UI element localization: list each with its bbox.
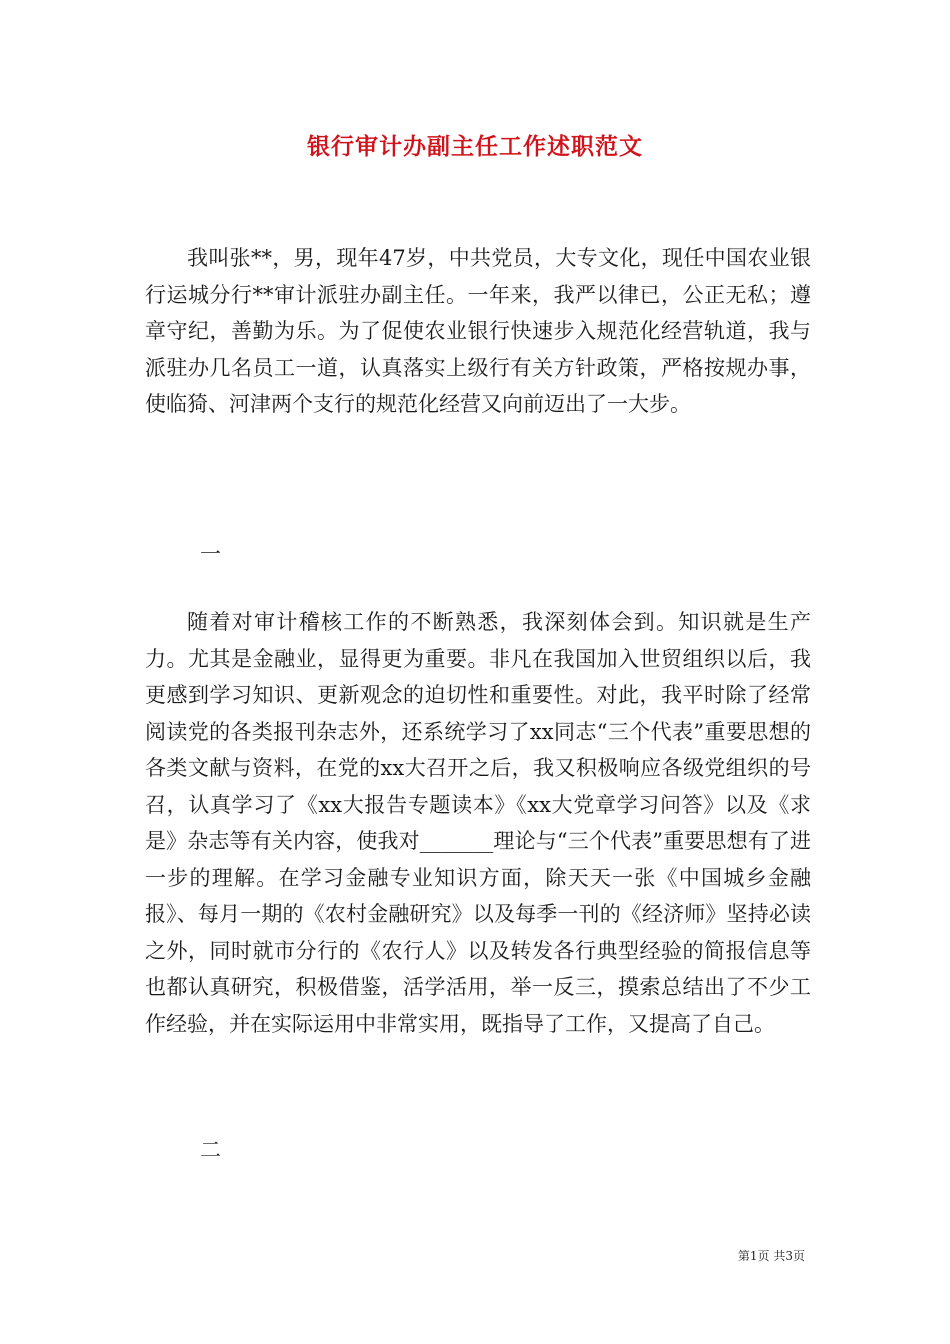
page-number: 第1页 共3页 [737, 1249, 805, 1263]
intro-paragraph: 我叫张**，男，现年47岁，中共党员，大专文化，现任中国农业银行运城分行**审计派驻办副主任。一年来，我严以律已，公正无私；遵章守纪，善勤为乐。为了促使农业银行快速步入规范化经营轨道，我与派驻办几名员工一道，认真落实上级行有关方针政策，严格按规办事，使临猗、河津两个支行的规范化经营又向前迈出了一大步。 [145, 246, 811, 416]
section-heading-one: 一 [200, 542, 221, 566]
section-one-paragraph: 随着对审计稽核工作的不断熟悉，我深刻体会到。知识就是生产力。尤其是金融业，显得更为重要。非凡在我国加入世贸组织以后，我更感到学习知识、更新观念的迫切性和重要性。对此，我平时除了经常阅读党的各类报刊杂志外，还系统学习了xx同志“三个代表”重要思想的各类文献与资料，在党的xx大召开之后，我又积极响应各级党组织的号召，认真学习了《xx大报告专题读本》《xx大党章学习问答》以及《求是》杂志等有关内容，使我对_______理论与“三个代表”重要思想有了进一步的理解。在学习金融专业知识方面，除天天一张《中国城乡金融报》、每月一期的《农村金融研究》以及每季一刊的《经济师》坚持必读之外，同时就市分行的《农行人》以及转发各行典型经验的简报信息等也都认真研究，积极借鉴，活学活用，举一反三，摸索总结出了不少工作经验，并在实际运用中非常实用，既指导了工作，又提高了自己。 [145, 610, 811, 1036]
document-title: 银行审计办副主任工作述职范文 [307, 133, 643, 160]
section-heading-two: 二 [200, 1138, 221, 1162]
